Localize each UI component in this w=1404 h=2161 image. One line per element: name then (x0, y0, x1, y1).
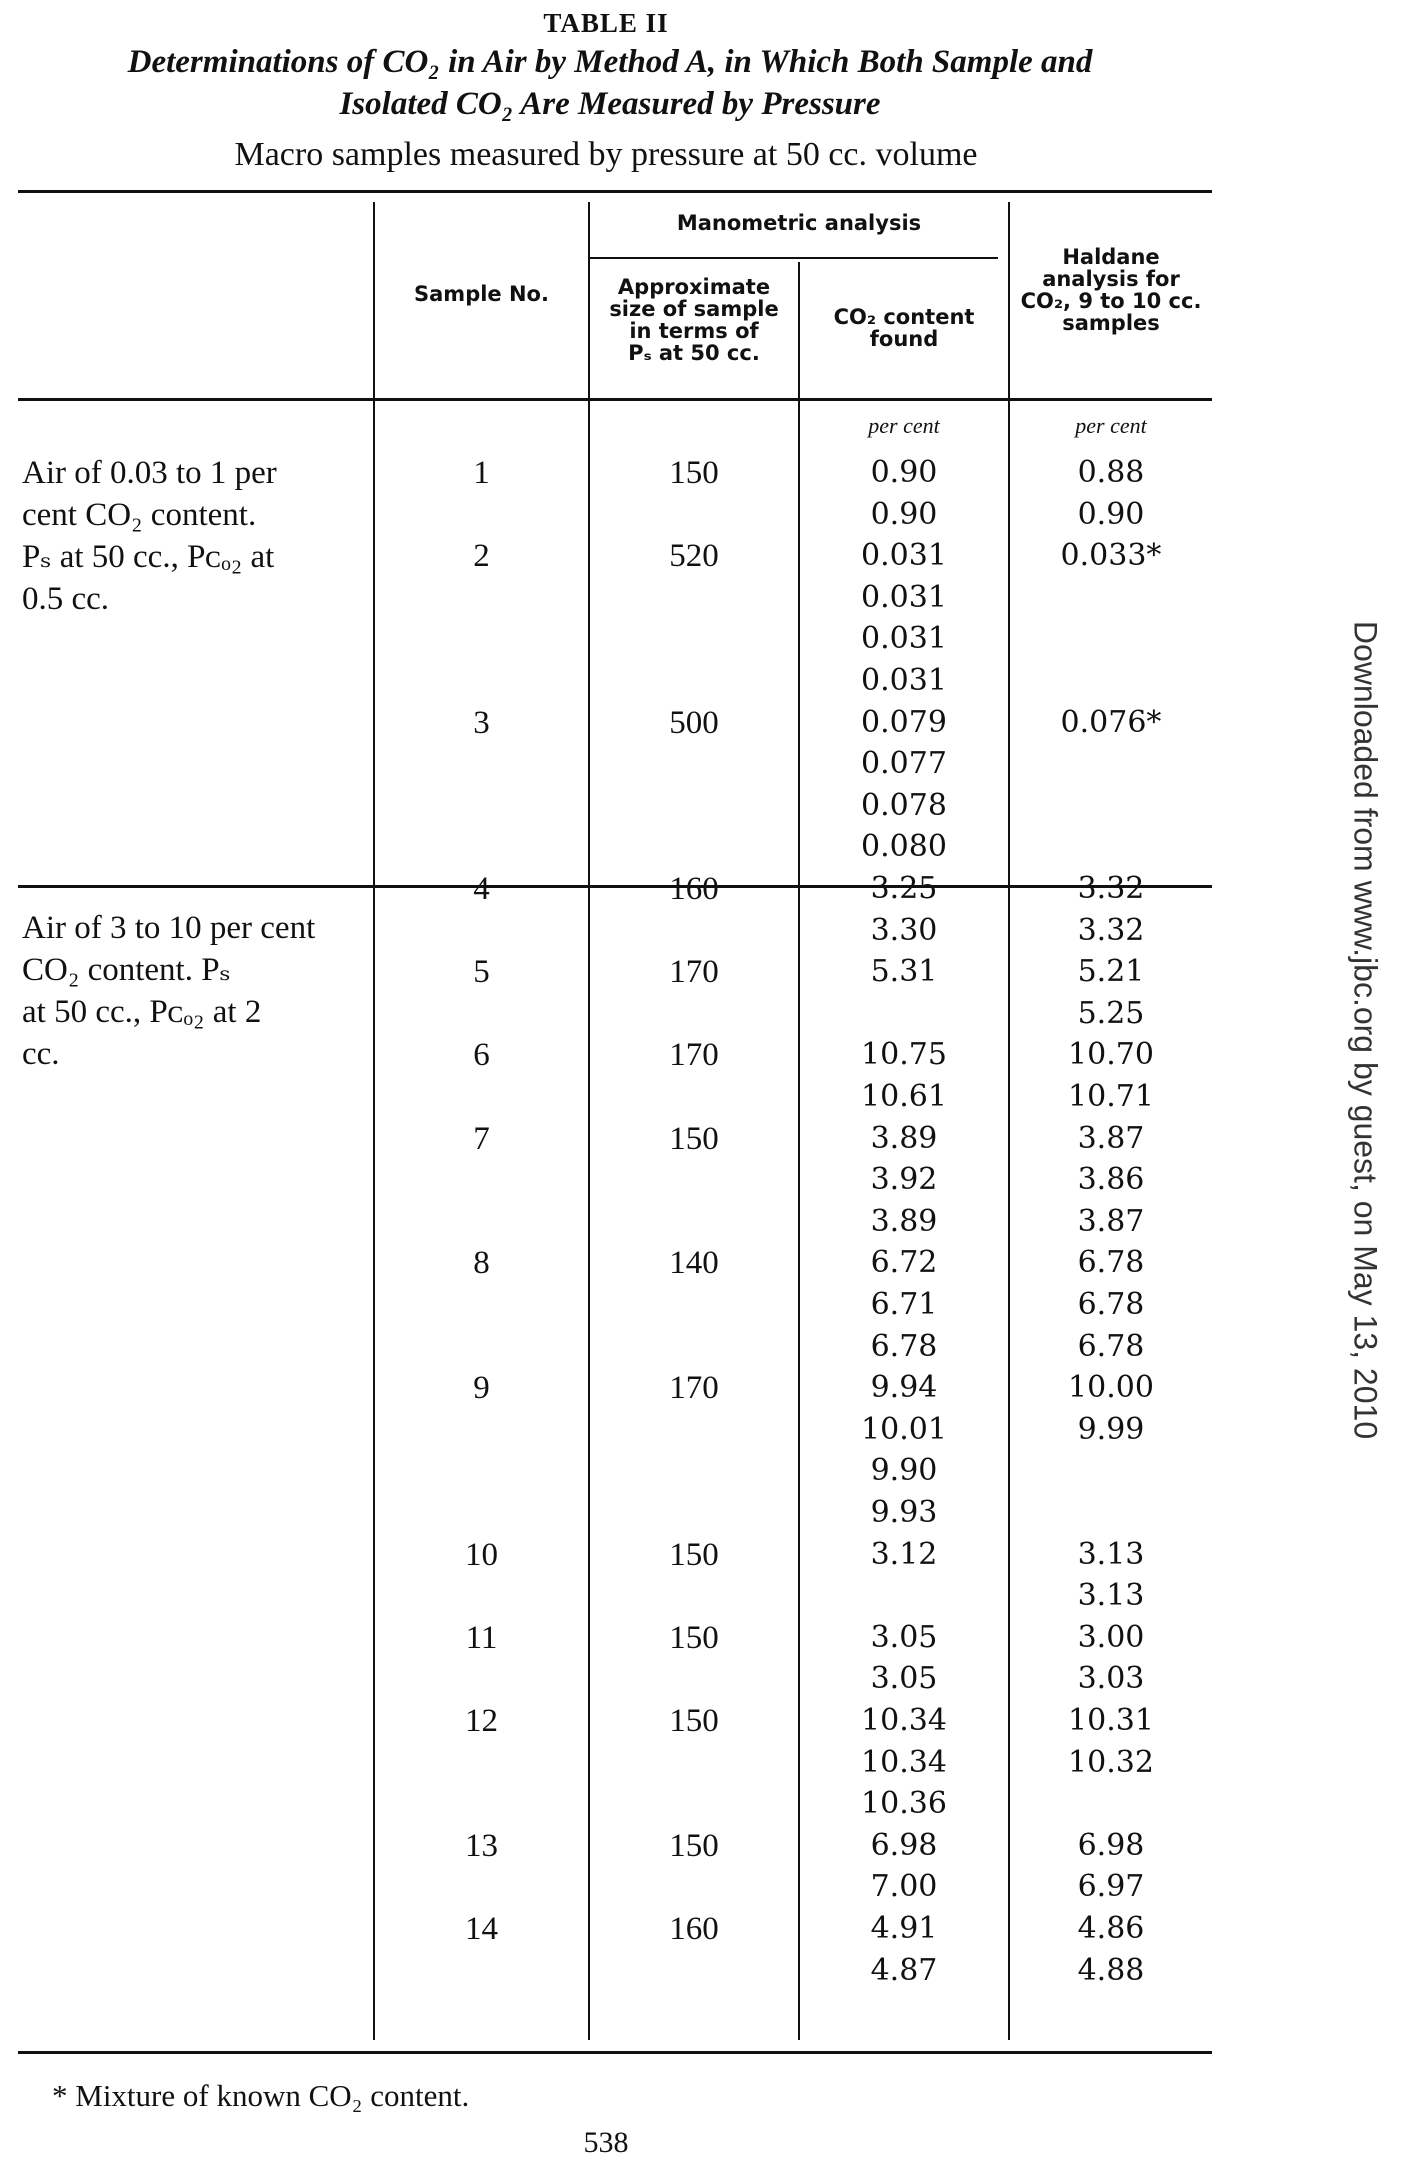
co2-found-cell: 0.080 (861, 829, 947, 865)
sample-no-cell: 7 (473, 1120, 490, 1157)
haldane-cell: 6.78 (1077, 1328, 1145, 1364)
haldane-cell: 3.87 (1077, 1203, 1145, 1239)
co2-found-cell: 6.98 (870, 1827, 938, 1863)
haldane-cell: 10.71 (1068, 1079, 1154, 1114)
co2-found-cell: 10.34 (861, 1744, 947, 1780)
header-co2-found: CO₂ content found (833, 305, 975, 351)
sample-no-cell: 6 (473, 1037, 490, 1074)
haldane-cell: 6.78 (1077, 1287, 1145, 1322)
co2-found-cell: 3.12 (870, 1536, 938, 1572)
co2-found-cell: 10.61 (861, 1079, 947, 1114)
sample-no-cell: 2 (473, 538, 490, 575)
sample-no-cell: 14 (465, 1911, 498, 1947)
co2-found-cell: 10.34 (861, 1703, 947, 1738)
haldane-cell: 0.90 (1077, 496, 1145, 532)
co2-found-cell: 9.90 (870, 1453, 938, 1489)
sample-no-cell: 13 (465, 1827, 498, 1864)
approx-size-cell: 150 (669, 1703, 719, 1739)
approx-size-cell: 500 (669, 704, 719, 741)
approx-size-cell: 160 (669, 1911, 719, 1947)
co2-found-cell: 3.89 (870, 1120, 938, 1156)
co2-found-cell: 6.71 (870, 1287, 938, 1322)
header-sample-no: Sample No. (414, 282, 549, 306)
co2-found-cell: 4.91 (870, 1911, 938, 1946)
co2-found-cell: 0.079 (861, 704, 947, 740)
table-label: TABLE II (543, 8, 669, 38)
header-approx-size: Approximate size of sample in terms of Pₛ at 50 cc. (609, 275, 779, 365)
co2-found-cell: 3.30 (870, 912, 938, 948)
haldane-cell: 0.033* (1060, 538, 1162, 574)
co2-found-cell: 0.90 (870, 455, 938, 490)
haldane-cell: 9.99 (1077, 1411, 1145, 1447)
haldane-cell: 5.21 (1077, 954, 1145, 990)
header-manometric: Manometric analysis (676, 211, 922, 235)
sample-no-cell: 12 (465, 1703, 498, 1739)
approx-size-cell: 520 (669, 538, 719, 575)
haldane-cell: 5.25 (1077, 995, 1145, 1031)
table-subtitle: Macro samples measured by pressure at 50 cc. volume (234, 136, 978, 173)
co2-found-cell: 3.92 (870, 1162, 938, 1198)
top-rule (18, 190, 1212, 193)
sample-no-cell: 11 (465, 1619, 498, 1656)
approx-size-cell: 140 (669, 1245, 719, 1282)
bottom-rule (18, 2051, 1212, 2054)
haldane-cell: 3.00 (1077, 1619, 1145, 1655)
haldane-cell: 10.70 (1068, 1037, 1154, 1073)
sample-no-cell: 10 (465, 1536, 498, 1573)
co2-found-cell: 0.031 (861, 579, 947, 615)
haldane-cell: 10.31 (1068, 1703, 1154, 1738)
header-rule (18, 398, 1212, 401)
sample-no-cell: 8 (473, 1245, 490, 1282)
haldane-cell: 6.97 (1077, 1869, 1145, 1905)
co2-found-cell: 3.05 (870, 1619, 938, 1655)
footnote: * Mixture of known CO₂ content. (52, 2078, 470, 2113)
haldane-cell: 3.87 (1077, 1120, 1145, 1156)
sample-no-cell: 3 (473, 704, 490, 741)
approx-size-cell: 170 (669, 954, 719, 991)
haldane-cell: 4.86 (1077, 1911, 1145, 1946)
approx-size-cell: 170 (669, 1370, 719, 1407)
haldane-cell: 3.32 (1077, 871, 1145, 906)
haldane-cell: 3.86 (1077, 1162, 1145, 1198)
co2-found-cell: 3.89 (870, 1203, 938, 1239)
approx-size-cell: 150 (669, 1120, 719, 1157)
co2-found-cell: 0.078 (861, 787, 947, 823)
sample-no-cell: 5 (473, 954, 490, 991)
co2-found-cell: 0.031 (861, 538, 947, 574)
haldane-cell: 0.88 (1077, 455, 1145, 490)
approx-size-cell: 150 (669, 1619, 719, 1656)
haldane-cell: 3.32 (1077, 912, 1145, 948)
co2-found-cell: 7.00 (870, 1869, 938, 1905)
co2-found-cell: 10.75 (861, 1037, 947, 1073)
haldane-cell: 0.076* (1060, 704, 1162, 740)
table-caption-line-2: Isolated CO₂ Are Measured by Pressure (339, 86, 881, 122)
unit-co2-found: per cent (868, 413, 940, 438)
group-description-1: Air of 0.03 to 1 per cent CO₂ content. Pₛ at 50 cc., Pᴄₒ₂ at 0.5 cc. (22, 455, 277, 617)
unit-haldane: per cent (1075, 413, 1147, 438)
co2-found-cell: 4.87 (870, 1952, 938, 1988)
co2-found-cell: 6.78 (870, 1328, 938, 1364)
approx-size-cell: 150 (669, 1827, 719, 1864)
co2-found-cell: 0.077 (861, 746, 947, 782)
sample-no-cell: 9 (473, 1370, 490, 1407)
co2-found-cell: 5.31 (870, 954, 938, 990)
approx-size-cell: 150 (669, 455, 719, 491)
manometric-underline (588, 257, 998, 259)
sample-no-cell: 1 (473, 455, 490, 491)
haldane-cell: 3.03 (1077, 1661, 1145, 1697)
haldane-cell: 3.13 (1077, 1536, 1145, 1572)
haldane-cell: 3.13 (1077, 1578, 1145, 1614)
table-caption-line-1: Determinations of CO₂ in Air by Method A, in Which Both Sample and (127, 44, 1093, 80)
haldane-cell: 4.88 (1077, 1952, 1145, 1988)
group-description-2: Air of 3 to 10 per cent CO₂ content. Pₛ at 50 cc., Pᴄₒ₂ at 2 cc. (22, 910, 316, 1072)
co2-found-cell: 0.031 (861, 663, 947, 698)
co2-found-cell: 10.01 (861, 1411, 947, 1447)
download-watermark: Downloaded from www.jbc.org by guest, on May 13, 2010 (1347, 620, 1384, 1440)
haldane-cell: 10.00 (1068, 1370, 1154, 1406)
co2-found-cell: 0.90 (870, 496, 938, 532)
page-number: 538 (583, 2126, 629, 2159)
haldane-cell: 6.98 (1077, 1827, 1145, 1863)
header-haldane: Haldane analysis for CO₂, 9 to 10 cc. samples (1020, 245, 1202, 335)
co2-found-cell: 6.72 (870, 1245, 938, 1281)
co2-found-cell: 3.05 (870, 1661, 938, 1697)
approx-size-cell: 160 (669, 871, 719, 907)
haldane-cell: 10.32 (1068, 1744, 1154, 1780)
co2-found-cell: 0.031 (861, 621, 947, 657)
haldane-cell: 6.78 (1077, 1245, 1145, 1281)
sample-no-cell: 4 (473, 871, 490, 907)
approx-size-cell: 150 (669, 1536, 719, 1573)
co2-found-cell: 9.94 (870, 1370, 938, 1406)
co2-found-cell: 3.25 (870, 871, 938, 906)
co2-found-cell: 10.36 (861, 1786, 947, 1822)
co2-found-cell: 9.93 (870, 1495, 938, 1530)
approx-size-cell: 170 (669, 1037, 719, 1074)
